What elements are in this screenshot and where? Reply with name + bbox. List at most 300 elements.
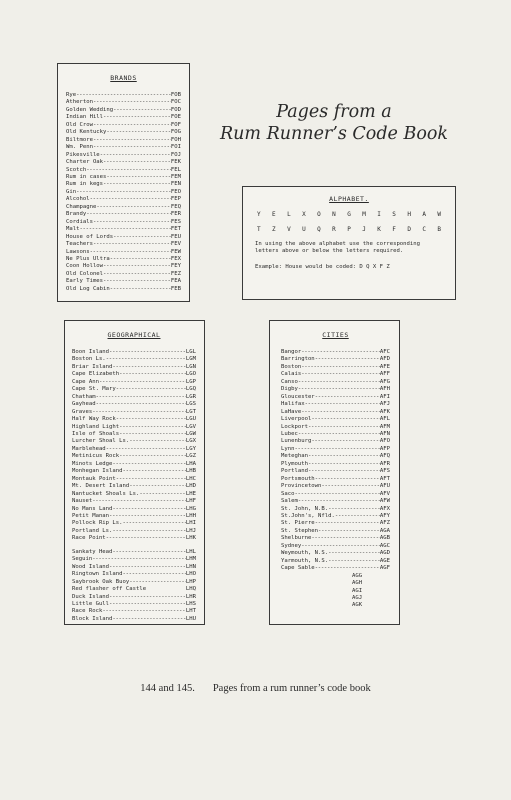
geographical-title: GEOGRAPHICAL <box>107 331 161 339</box>
code-row-name: House of Lords <box>66 233 114 240</box>
code-row-name: Boon Island <box>72 349 110 355</box>
code-row-leader <box>315 565 380 572</box>
code-row-code: LHS <box>185 600 196 607</box>
code-row-name: Meteghan <box>281 453 308 460</box>
code-row <box>72 528 196 535</box>
code-row-name: Sankaty Head <box>72 548 113 555</box>
code-row-code: AFI <box>379 393 390 400</box>
alphabet-letter: D <box>407 226 411 233</box>
code-row-name: Coon Hollow <box>66 263 104 270</box>
code-row-code: AGJ <box>352 594 363 601</box>
code-row-name: Sydney <box>281 542 302 549</box>
code-row <box>281 528 390 535</box>
code-row-name: Saybrook Oak Buoy <box>72 578 130 585</box>
page-heading <box>212 101 456 145</box>
code-row-code: AFS <box>379 468 390 475</box>
code-row <box>72 401 196 408</box>
code-row-code: AFH <box>379 386 390 393</box>
alphabet-bottom-row <box>255 226 443 233</box>
code-row-name: Cape Ann <box>72 378 99 385</box>
unassigned-code-row <box>281 588 390 595</box>
alphabet-letter: K <box>377 226 381 233</box>
code-row-code: FEZ <box>170 270 181 277</box>
code-row-code: LHN <box>185 563 196 570</box>
code-row-leader <box>93 144 171 151</box>
alphabet-letter: J <box>362 226 366 233</box>
code-row-code: FOF <box>170 121 181 128</box>
code-row-code: FES <box>170 218 181 225</box>
code-row-code: FOB <box>170 92 181 98</box>
code-row <box>281 364 390 371</box>
code-row-code: AFC <box>379 349 390 355</box>
code-row <box>281 356 390 363</box>
code-row-code: FEB <box>170 285 181 292</box>
code-row-leader <box>298 379 380 386</box>
code-row-name: Isle of Shoals <box>72 430 120 437</box>
code-row-leader <box>311 535 380 542</box>
code-row-leader <box>294 491 379 498</box>
code-row-code: LGN <box>185 363 196 370</box>
alphabet-letter: T <box>257 226 261 233</box>
code-row-code: FEP <box>170 196 181 203</box>
code-row-name: Portsmouth <box>281 475 315 482</box>
code-row-leader <box>109 594 186 601</box>
code-row <box>66 174 181 181</box>
code-row-code: AFZ <box>379 520 390 527</box>
code-row-name: Lynn <box>281 445 295 452</box>
code-row-name: Minots Ledge <box>72 460 113 467</box>
code-row <box>66 152 181 159</box>
caption-pages: 144 and 145. <box>140 683 195 694</box>
code-row <box>66 286 181 293</box>
code-row-name: Early Times <box>66 278 104 285</box>
code-row-code: LHU <box>185 615 196 622</box>
code-row-leader <box>112 528 185 535</box>
code-row-leader <box>76 92 171 99</box>
alphabet-top-row <box>255 211 443 218</box>
code-row-name: Rum in kegs <box>66 181 104 188</box>
code-row <box>72 476 196 483</box>
code-row <box>66 204 181 211</box>
alphabet-letter: C <box>422 226 426 233</box>
code-row <box>66 241 181 248</box>
code-row-leader <box>102 608 186 615</box>
code-row-leader <box>79 226 170 233</box>
code-row-code: AFM <box>379 423 390 430</box>
code-row-code: LHR <box>185 593 196 600</box>
code-row-code: LHM <box>185 556 196 563</box>
code-row-code: AFK <box>379 408 390 415</box>
code-row-name: Charter Oak <box>66 159 104 166</box>
code-row-code: FEA <box>170 278 181 285</box>
code-row-leader <box>119 431 186 438</box>
code-row <box>72 556 196 563</box>
code-row-code: AFU <box>379 483 390 490</box>
code-row-name: Salem <box>281 498 298 505</box>
code-row-code: LHJ <box>185 527 196 534</box>
code-row-name: Boston <box>281 363 302 370</box>
alphabet-letter: N <box>332 211 336 218</box>
code-row <box>66 256 181 263</box>
code-row-code: LHI <box>185 520 196 527</box>
code-row-name: Bangor <box>281 349 302 355</box>
alphabet-letter: A <box>422 211 426 218</box>
code-row-name: Wm. Penn <box>66 144 93 151</box>
code-row-leader <box>93 99 171 106</box>
code-row-code: LGT <box>185 408 196 415</box>
code-row-leader <box>93 137 171 144</box>
code-row-leader <box>106 446 186 453</box>
code-row-code: AGI <box>352 587 363 594</box>
code-row-leader <box>129 483 186 490</box>
code-row-name: Red flasher off Castle <box>72 586 147 593</box>
code-row-leader <box>109 564 186 571</box>
code-row <box>72 349 196 356</box>
alphabet-letter: Y <box>257 211 261 218</box>
code-row <box>281 535 390 542</box>
code-row-leader <box>301 364 380 371</box>
code-row-code: AGA <box>379 527 390 534</box>
geographical-list <box>72 349 196 623</box>
code-row-code: FEK <box>170 159 181 166</box>
code-row-code: LGP <box>185 378 196 385</box>
code-row <box>72 549 196 556</box>
code-row <box>281 349 390 356</box>
code-row-code: LHE <box>185 490 196 497</box>
code-row <box>66 144 181 151</box>
code-row-leader <box>328 550 380 557</box>
code-row <box>72 424 196 431</box>
code-row-leader <box>298 431 380 438</box>
code-row <box>66 249 181 256</box>
code-row-leader <box>110 256 171 263</box>
code-row-code: AFD <box>379 356 390 363</box>
code-row-leader <box>103 278 171 285</box>
unassigned-code-row <box>281 602 390 609</box>
code-row-leader <box>109 513 186 520</box>
code-row-leader <box>298 498 380 505</box>
code-row-name: Brandy <box>66 211 87 218</box>
code-row-name: Alcohol <box>66 196 90 203</box>
alphabet-letter: M <box>362 211 366 218</box>
code-row-code: FER <box>170 211 181 218</box>
code-row-leader <box>113 107 171 114</box>
alphabet-example-text: House would be coded: D Q X F Z <box>285 263 390 270</box>
code-row-name: Briar Island <box>72 363 113 370</box>
code-row-leader <box>96 394 186 401</box>
code-row-name: Rye <box>66 92 77 98</box>
code-row-code: AGH <box>352 580 363 587</box>
code-row <box>281 438 390 445</box>
code-row-name: Plymouth <box>281 460 308 467</box>
code-row-leader <box>92 409 186 416</box>
unassigned-code-row <box>281 595 390 602</box>
code-row-code: LGM <box>185 356 196 363</box>
code-row-code: LHG <box>185 505 196 512</box>
code-row <box>281 491 390 498</box>
code-row-leader <box>112 506 185 513</box>
code-row-code: AFT <box>379 475 390 482</box>
code-row-leader <box>112 461 185 468</box>
alphabet-note: In using the above alphabet use the corresponding letters above or below the letters required. <box>255 241 421 255</box>
code-row-leader <box>123 571 186 578</box>
code-row-leader <box>298 386 380 393</box>
code-row-name: Little Gull <box>72 600 110 607</box>
code-row-name: Chatham <box>72 393 96 400</box>
code-row-leader <box>106 174 170 181</box>
code-row <box>281 506 390 513</box>
code-row-name: Scotch <box>66 166 87 173</box>
code-row-code: FEM <box>170 173 181 180</box>
code-row-name: Portland <box>281 468 308 475</box>
code-row-name: Montauk Point <box>72 475 116 482</box>
code-row-name: Old Crow <box>66 121 93 128</box>
code-row-name: Liverpool <box>281 416 312 423</box>
code-row-code: LGZ <box>185 453 196 460</box>
code-row-leader <box>119 371 186 378</box>
code-row <box>281 424 390 431</box>
code-row-name: Mt. Desert Island <box>72 483 130 490</box>
code-row-leader <box>90 249 171 256</box>
code-row-name: Shelburne <box>281 535 312 542</box>
code-row <box>66 181 181 188</box>
code-row-name: Gloucester <box>281 393 315 400</box>
code-row-name: Weymouth, N.S. <box>281 550 329 557</box>
code-row-code: AFX <box>379 505 390 512</box>
code-row-name: Champagne <box>66 203 97 210</box>
code-row-leader <box>93 241 171 248</box>
code-row-code: LGL <box>185 349 196 355</box>
code-row-name: Lawsons <box>66 248 90 255</box>
code-row-name: Cape St. Mary <box>72 386 116 393</box>
code-row-code: FOH <box>170 136 181 143</box>
code-row-name: Ne Plus Ultra <box>66 255 110 262</box>
code-row-code: LHA <box>185 460 196 467</box>
code-row <box>281 409 390 416</box>
code-row <box>66 263 181 270</box>
code-row-code: LHP <box>185 578 196 585</box>
code-row-name: Old Colonel <box>66 270 104 277</box>
alphabet-letter: W <box>437 211 441 218</box>
code-row-code: LHQ <box>185 586 196 593</box>
code-row-leader <box>315 520 380 527</box>
code-row-code: LHL <box>185 548 196 555</box>
code-row-code: LGX <box>185 438 196 445</box>
alphabet-letter: Z <box>272 226 276 233</box>
code-row-leader <box>301 371 380 378</box>
code-row <box>72 453 196 460</box>
code-row-leader <box>308 424 380 431</box>
code-row-name: Seguin <box>72 556 93 563</box>
code-row <box>72 491 196 498</box>
code-row <box>72 394 196 401</box>
code-row-code: FOJ <box>170 151 181 158</box>
code-row-leader <box>103 263 171 270</box>
code-row <box>66 167 181 174</box>
code-row-code: AFO <box>379 438 390 445</box>
code-row <box>281 394 390 401</box>
code-row <box>66 219 181 226</box>
page-heading-line1: Pages from a <box>276 102 392 122</box>
code-row-name: Monhegan Island <box>72 468 123 475</box>
code-row-name: Gin <box>66 188 77 195</box>
code-row <box>281 431 390 438</box>
code-row-name: Barrington <box>281 356 315 363</box>
code-row <box>66 99 181 106</box>
code-row <box>66 107 181 114</box>
code-row <box>72 594 196 601</box>
code-row <box>72 483 196 490</box>
code-row <box>72 601 196 608</box>
code-row-name: Block Island <box>72 615 113 622</box>
code-row-leader <box>119 424 186 431</box>
code-row <box>281 371 390 378</box>
code-row-code: LGU <box>185 416 196 423</box>
code-row <box>72 498 196 505</box>
code-row-name: St. John, N.B. <box>281 505 329 512</box>
code-row-name: Old Log Cabin <box>66 285 110 292</box>
page-caption <box>0 683 511 694</box>
code-row-code: AFV <box>379 490 390 497</box>
code-row-code: AFG <box>379 378 390 385</box>
code-row-leader <box>103 271 171 278</box>
code-row-leader <box>103 159 171 166</box>
code-row-name: Indian Hill <box>66 114 104 121</box>
code-row <box>66 211 181 218</box>
code-row-code: LGO <box>185 371 196 378</box>
page-heading-line2: Rum Runner’s Code Book <box>219 124 448 144</box>
caption-text: Pages from a rum runner’s code book <box>212 683 371 694</box>
code-row-code: LGW <box>185 430 196 437</box>
unassigned-code-row <box>281 580 390 587</box>
code-row <box>281 543 390 550</box>
code-row-leader <box>76 189 171 196</box>
code-row-name: Biltmore <box>66 136 93 143</box>
code-row-code: AFQ <box>379 453 390 460</box>
code-row-code: LHK <box>185 535 196 542</box>
code-row-name: Ringtown Island <box>72 571 123 578</box>
code-row-name: Pollock Rip Ls. <box>72 520 123 527</box>
code-row <box>72 506 196 513</box>
code-row-name: Race Point <box>72 535 106 542</box>
alphabet-letter: I <box>377 211 381 218</box>
code-row-code: FEW <box>170 248 181 255</box>
code-row <box>72 586 196 593</box>
code-row-code: AGB <box>379 535 390 542</box>
code-row <box>72 386 196 393</box>
code-row-code: FOG <box>170 129 181 136</box>
code-row-code: AFP <box>379 445 390 452</box>
code-row-name: Petit Manan <box>72 512 110 519</box>
code-row <box>72 371 196 378</box>
alphabet-letter: R <box>332 226 336 233</box>
code-row-name: Malt <box>66 226 80 233</box>
code-row-leader <box>294 446 379 453</box>
code-row-name: Halifax <box>281 401 305 408</box>
code-row-code: LHF <box>185 498 196 505</box>
code-row-code: LHO <box>185 571 196 578</box>
code-row <box>66 234 181 241</box>
code-row-leader <box>146 586 186 593</box>
code-row <box>281 468 390 475</box>
code-row-leader <box>103 114 171 121</box>
alphabet-letter: O <box>317 211 321 218</box>
code-row <box>281 565 390 572</box>
code-row-name: Boston Ls. <box>72 356 106 363</box>
code-row-name: Calais <box>281 371 302 378</box>
code-row-code: FEQ <box>170 203 181 210</box>
code-row-leader <box>112 616 185 623</box>
code-row <box>72 535 196 542</box>
code-row <box>66 278 181 285</box>
code-row-name: Digby <box>281 386 298 393</box>
code-row-name: Pikesville <box>66 151 100 158</box>
code-row-leader <box>129 579 186 586</box>
code-row <box>72 579 196 586</box>
code-row-name: Metinicus Rock <box>72 453 120 460</box>
code-row <box>66 196 181 203</box>
code-row-code: FEN <box>170 181 181 188</box>
code-row <box>72 571 196 578</box>
code-row <box>281 386 390 393</box>
code-row-leader <box>305 401 380 408</box>
code-row-name: Cordials <box>66 218 93 225</box>
code-row-leader <box>109 601 186 608</box>
code-row <box>72 356 196 363</box>
code-row-code: FEX <box>170 255 181 262</box>
code-row-leader <box>315 476 380 483</box>
code-row-code: FET <box>170 226 181 233</box>
alphabet-example <box>255 264 443 270</box>
code-row-name: Race Rock <box>72 608 103 615</box>
code-row-leader <box>110 286 171 293</box>
code-row-name: Nantucket Shoals Ls. <box>72 490 140 497</box>
code-row-leader <box>106 535 186 542</box>
code-row <box>72 461 196 468</box>
code-row-code: FOC <box>170 99 181 106</box>
code-row-name: Duck Island <box>72 593 110 600</box>
unassigned-code-row <box>281 573 390 580</box>
geographical-card <box>64 320 205 625</box>
alphabet-letter: L <box>287 211 291 218</box>
code-row-leader <box>328 558 380 565</box>
brands-title: BRANDS <box>110 74 137 82</box>
code-row-leader <box>123 520 186 527</box>
code-row <box>72 468 196 475</box>
code-row-code: LGQ <box>185 386 196 393</box>
code-row <box>281 520 390 527</box>
code-row-code: AFF <box>379 371 390 378</box>
code-row-code: AFN <box>379 430 390 437</box>
code-row-leader <box>119 453 186 460</box>
code-row-code: AGC <box>379 542 390 549</box>
code-row <box>66 122 181 129</box>
cities-list <box>281 349 390 610</box>
code-row <box>72 520 196 527</box>
code-row <box>281 461 390 468</box>
code-row-leader <box>86 167 171 174</box>
code-row-code: LHT <box>185 608 196 615</box>
code-row-name: Teachers <box>66 241 93 248</box>
alphabet-title: ALPHABET. <box>329 195 369 203</box>
code-row-leader <box>301 349 380 356</box>
code-row-leader <box>301 409 380 416</box>
alphabet-letter: H <box>407 211 411 218</box>
code-row <box>281 446 390 453</box>
code-row-name: Lubec <box>281 430 298 437</box>
code-row-leader <box>112 364 185 371</box>
code-row-leader <box>116 416 186 423</box>
